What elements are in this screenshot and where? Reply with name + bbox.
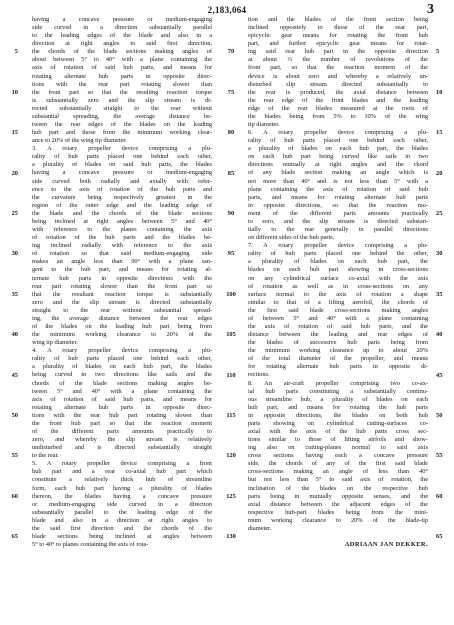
text-line: form, each hub part having a plurality of blades xyxy=(32,484,212,492)
text-line: wing tip diameter. xyxy=(32,339,78,347)
text-line: of between 5° and 40° with a plane containing xyxy=(248,314,428,322)
text-line: parts, and means for rotating alternate hub parts xyxy=(248,193,428,201)
text-line: zero, and whereby the slip stream is relatively xyxy=(32,436,212,444)
text-line: tion and the blades of the front section being xyxy=(248,16,428,23)
text-line: respective hub-part blades being from the mini- xyxy=(248,508,428,516)
line-number: 25 xyxy=(11,209,18,217)
text-line: the front part so that the resulting reaction torque xyxy=(32,88,212,96)
text-line: edge of the rear blades measured at the roots of xyxy=(248,104,428,112)
text-line: straight to the rear without substantial spread- xyxy=(32,306,212,314)
text-line: not more than 40° and is not less than 5° with a xyxy=(248,177,428,185)
text-line: hub part and a rear co-axial hub part which xyxy=(32,468,212,476)
patent-number: 2,183,064 xyxy=(207,5,247,15)
text-line: the minimum working clearance up to about 20% xyxy=(248,347,428,355)
text-line: ing said rear hub part in the opposite direction xyxy=(248,48,428,56)
text-line: the said first direction and the chords of the xyxy=(32,524,212,532)
line-number: 15 xyxy=(436,129,443,137)
line-number: 5 xyxy=(436,48,440,56)
text-line: of the blades on the leading hub part being from xyxy=(32,322,212,330)
text-line: mum working clearance to 20% of the blade-tip xyxy=(248,516,428,524)
line-number: 30 xyxy=(11,250,18,258)
text-line: inclined oppositely to those of the rear part, xyxy=(248,24,428,32)
text-line: rality of hub parts placed one behind each other, xyxy=(32,355,212,363)
text-line: tions with the rear part rotating slower than xyxy=(32,80,212,88)
text-line: the first said blade cross-sections making angles xyxy=(248,306,428,314)
line-number: 20 xyxy=(11,169,18,177)
text-line: inclination of the blades on the respective hub xyxy=(248,484,428,492)
text-line: tions with the rear hub part rotating slower than xyxy=(32,411,212,419)
text-line: tip diameter. xyxy=(248,121,280,129)
text-line: surface normal to the axis of rotation a shape xyxy=(248,290,428,298)
text-line: of any blade section making an angle which is xyxy=(248,169,428,177)
text-line: with reference to the planes containing the axis xyxy=(32,226,212,234)
line-number: 90 xyxy=(227,209,235,217)
page-number: 3 xyxy=(427,2,434,17)
text-line: distance between the leading and rear edges of xyxy=(248,331,428,339)
text-line: 8. An air-craft propeller comprising two co-ax- xyxy=(248,379,428,387)
line-number: 85 xyxy=(227,169,235,177)
line-number: 70 xyxy=(227,48,235,56)
text-line: cross sections having each a concave pressure xyxy=(248,452,428,460)
text-line: diameter. xyxy=(248,524,272,532)
text-line: axis of rotation of said hub parts, and means for xyxy=(32,395,212,403)
text-line: a plurality of blades on each hub part, the blades xyxy=(32,363,212,371)
line-number: 10 xyxy=(11,88,18,96)
line-number: 30 xyxy=(436,250,443,258)
text-line: device is about zero and whereby a relatively un- xyxy=(248,72,428,80)
text-line: 5. A rotary propeller device comprising a front xyxy=(32,460,212,468)
text-line: the curvature being respectively greatest in the xyxy=(32,193,212,201)
text-line: thereon, the blades having a concave pressure xyxy=(32,492,212,500)
text-line: tions similar to those of lifting airfoils and show- xyxy=(248,436,428,444)
text-line: the axis of rotation of said hub parts, and the xyxy=(248,322,428,330)
text-line: hub part and those from the minimum working clear- xyxy=(32,129,212,137)
line-number: 80 xyxy=(227,129,235,137)
text-line: ment of the different parts amounts practically xyxy=(248,209,428,217)
text-line: on different sides of the hub parts. xyxy=(248,234,335,242)
line-number: 95 xyxy=(227,250,235,258)
text-line: on each hub part being curved like sails in two xyxy=(248,153,428,161)
line-number: 50 xyxy=(436,411,443,419)
text-line: rected substantially straight to the rear without xyxy=(32,104,212,112)
text-line: 7. A rotary propeller device comprising a plu- xyxy=(248,242,428,250)
text-line: plane containing the axis of rotation of said hub xyxy=(248,185,428,193)
left-text-column xyxy=(32,16,212,549)
line-number: 115 xyxy=(226,411,236,419)
text-line: makes an angle less than 90° with a plane tan- xyxy=(32,258,212,266)
line-number: 105 xyxy=(226,331,236,339)
text-line: parts showing on cylindrical cutting-surfaces co- xyxy=(248,419,428,427)
text-line: ing inclined radially with reference to the axis xyxy=(32,242,212,250)
text-line: gent to the hub part, and means for rotating al- xyxy=(32,266,212,274)
text-line: tween the rear edges of the blades on the leading xyxy=(32,121,212,129)
line-number: 40 xyxy=(436,331,443,339)
line-number: 55 xyxy=(11,452,18,460)
text-line: similar to that of a lifting aerofoil, the chords of xyxy=(248,298,428,306)
text-line xyxy=(248,533,428,541)
text-line: the front hub part so that the reaction moment xyxy=(32,419,212,427)
text-line: 3. A rotary propeller device comprising a plu- xyxy=(32,145,212,153)
text-line: rotating alternate hub parts in opposite direc- xyxy=(32,72,212,80)
text-line: blades on each hub part showing in cross-sections xyxy=(248,266,428,274)
text-line: undisturbed and is directed substantially straight xyxy=(32,444,212,452)
line-number: 100 xyxy=(226,290,236,298)
text-line: being inclined at right angles between 5° and 40° xyxy=(32,217,212,225)
text-line: ial hub parts constituting a substantially continu- xyxy=(248,387,428,395)
text-line: axial distance between the adjacent edges of the xyxy=(248,500,428,508)
text-line: the chords of the blade sections making angles of xyxy=(32,48,212,56)
text-line: that the resultant reaction torque is substantially xyxy=(32,290,212,298)
line-number: 5 xyxy=(14,48,18,56)
text-line: having a concave pressure or medium-engaging xyxy=(32,16,212,23)
text-line: 4. A rotary propeller device comprising a plu- xyxy=(32,347,212,355)
text-line: or medium-engaging side curved in a direction xyxy=(32,500,212,508)
line-number: 25 xyxy=(436,209,443,217)
text-line: of the different parts amounts practically to xyxy=(32,427,212,435)
text-line: ADRIAAN JAN DEKKER. xyxy=(344,541,428,549)
text-line: hub part, and means for rotating the hub parts xyxy=(248,403,428,411)
text-line: 5° to 40° to planes containing the axis of rota- xyxy=(32,541,149,549)
text-line: part, and further epicyclic gear means for rotat- xyxy=(248,40,428,48)
text-line: being curved in two directions like sails and the xyxy=(32,371,212,379)
text-line: direction at right angles to said first direction, xyxy=(32,40,212,48)
text-line: rotating alternate hub parts in opposite direc- xyxy=(32,403,212,411)
text-line: the rear is produced, the axial distance between xyxy=(248,88,428,96)
text-line: a plurality of blades on each hub part, the blades xyxy=(248,145,428,153)
text-line: constitute a relatively thick hub of streamline xyxy=(32,476,212,484)
text-line: tween 5° and 40° with a plane containing the xyxy=(32,387,212,395)
line-number: 60 xyxy=(11,492,18,500)
text-line: the minimum working clearance to 20% of the xyxy=(32,331,212,339)
text-line: of rotation so that said medium-engaging side xyxy=(32,250,212,258)
text-line: a plurality of blades on said hub parts, the blades xyxy=(32,161,212,169)
text-line: in opposite directions, the blades on both hub xyxy=(248,411,428,419)
text-line: to the leading edges of the blade and also in a xyxy=(32,32,212,40)
text-line: rections. xyxy=(248,371,270,379)
line-number: 60 xyxy=(436,492,443,500)
text-line: rear part rotating slower than the front part so xyxy=(32,282,212,290)
text-line: rality of hub parts placed one behind the other, xyxy=(248,250,428,258)
text-line: epicyclic gear means for rotating the front hub xyxy=(248,32,428,40)
text-line: 6. A rotary propeller device comprising a plu- xyxy=(248,129,428,137)
text-line: ance to 20% of the wing tip diameter. xyxy=(32,137,127,145)
text-line: blade and also in a direction at right angles to xyxy=(32,516,212,524)
text-line: parts being in mutually opposite senses, and the xyxy=(248,492,428,500)
text-line: cross-sections making an angle of less than 40° xyxy=(248,468,428,476)
text-line: axial with the axis of the hub parts cross sec- xyxy=(248,427,428,435)
text-line: directions mutually at right angles and the chord xyxy=(248,161,428,169)
text-line: of the total diameter of the propeller, and means xyxy=(248,355,428,363)
text-line: disturbed slip stream directed substantially to xyxy=(248,80,428,88)
line-number: 65 xyxy=(436,533,443,541)
text-line: zero and the slip stream is directed substantially xyxy=(32,298,212,306)
text-line: the rear edge of the front blades and the leading xyxy=(248,96,428,104)
line-number: 45 xyxy=(436,371,443,379)
right-text-column xyxy=(248,16,428,549)
line-number: 130 xyxy=(226,533,236,541)
text-line: side, the chords of any of the first said blade xyxy=(248,460,428,468)
text-line: the blades of successive hub parts being from xyxy=(248,339,428,347)
text-line: blade sections being inclined at angles between xyxy=(32,533,212,540)
text-line: tially to the rear generally in parallel directions xyxy=(248,226,428,234)
text-line: side curved in a direction substantially parallel xyxy=(32,24,212,32)
text-line: of rotation as well as in cross-sections on any xyxy=(248,282,428,290)
text-line: axis of rotation of said hub parts, and means for xyxy=(32,64,212,72)
line-number: 110 xyxy=(226,371,236,379)
line-number: 20 xyxy=(436,169,443,177)
text-line: ous streamline hub, a plurality of blades on each xyxy=(248,395,428,403)
text-line: in opposite directions, so that the reaction mo- xyxy=(248,201,428,209)
text-line: on any cylindrical surface co-axial with the axis xyxy=(248,274,428,282)
text-line: ing also on cutting-planes normal to said axis xyxy=(248,444,428,452)
text-line: front part, so that the reaction moment of the xyxy=(248,64,428,72)
line-number: 120 xyxy=(226,452,236,460)
line-number: 55 xyxy=(436,452,443,460)
text-line: the blades being from 5% to 10% of the wing xyxy=(248,112,428,120)
text-line: of rotation of the hub parts and the blades be- xyxy=(32,234,212,242)
line-number: 65 xyxy=(11,533,18,541)
line-number: 125 xyxy=(226,492,236,500)
text-line: ing, the average distance between the rear edges xyxy=(32,314,212,322)
text-line: rality of hub parts placed one behind each other, xyxy=(248,137,428,145)
text-line: to the rear. xyxy=(32,452,59,460)
line-number: 15 xyxy=(11,129,18,137)
text-line: substantially parallel to the leading edge of the xyxy=(32,508,212,516)
line-number: 40 xyxy=(11,331,18,339)
text-line: about between 5° to 40° with a plane containing the xyxy=(32,56,212,64)
text-line: the blade and the chords of the blade sections xyxy=(32,209,212,217)
text-line: ternate hub parts in opposite directions with the xyxy=(32,274,212,282)
text-line: region of the outer edge and the leading edge of xyxy=(32,201,212,209)
line-number: 50 xyxy=(11,411,18,419)
text-line: to zero, and the slip stream is directed substan- xyxy=(248,217,428,225)
line-number: 75 xyxy=(227,88,235,96)
line-number: 45 xyxy=(11,371,18,379)
text-line: is substantially zero and the slip stream is di- xyxy=(32,96,212,104)
line-number: 10 xyxy=(436,88,443,96)
text-line: having a concave pressure or medium-engaging xyxy=(32,169,212,177)
line-number: 35 xyxy=(11,290,18,298)
text-line: ence to the axis of rotation of the hub parts and xyxy=(32,185,212,193)
text-line: rality of hub parts placed one behind each other, xyxy=(32,153,212,161)
text-line: substantial spreading, the average distance be- xyxy=(32,112,212,120)
text-line: for rotating alternate hub parts in opposite di- xyxy=(248,363,428,371)
text-line: a plurality of blades on each hub part, the xyxy=(248,258,428,266)
line-number: 35 xyxy=(436,290,443,298)
text-line: at about ⅔ the number of revolutions of the xyxy=(248,56,428,64)
text-line: but not less than 5° to said axis of rotation, the xyxy=(248,476,428,484)
text-line: side curved both radially and axially with refer- xyxy=(32,177,212,185)
text-line: chords of the blade sections making angles be- xyxy=(32,379,212,387)
